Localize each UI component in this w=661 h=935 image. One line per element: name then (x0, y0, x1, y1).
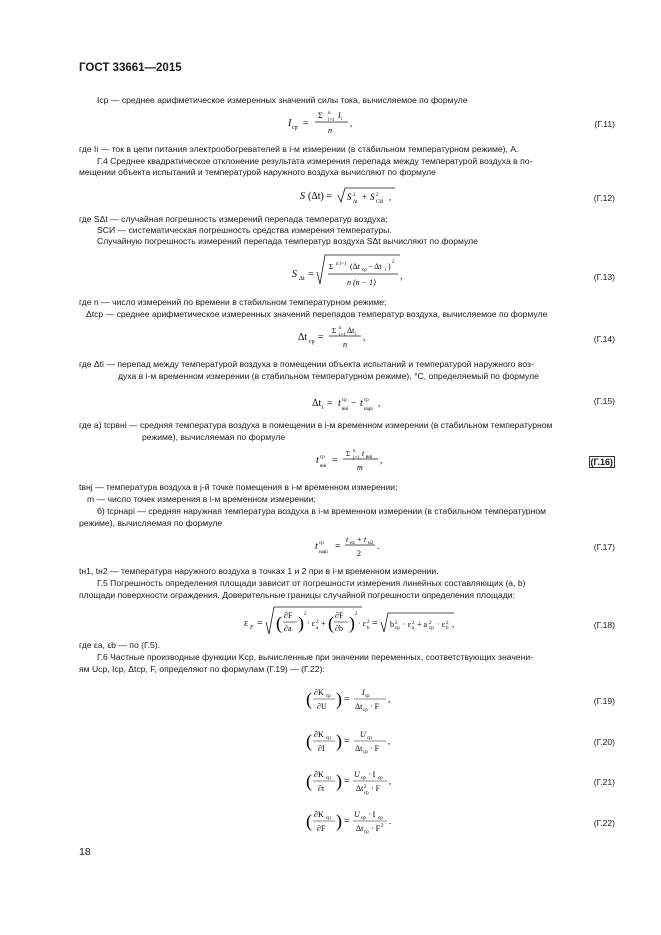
svg-text:i: i (322, 405, 324, 411)
svg-text:Δt: Δt (347, 326, 355, 335)
svg-text:ср: ср (361, 776, 366, 781)
svg-text:t: t (316, 455, 319, 466)
svg-text:∂K: ∂K (314, 688, 324, 697)
svg-text:n: n (343, 340, 347, 349)
svg-text:ср: ср (361, 816, 366, 821)
svg-text:U: U (354, 810, 360, 819)
text-line: ям Uср, Iср, Δtср, F, определяют по формулам (Г.19) — (Г.22): (79, 664, 325, 674)
svg-text:,: , (380, 455, 383, 465)
formula-g18 (244, 605, 459, 641)
svg-text:Δt: Δt (299, 276, 305, 282)
text-line: tвнj — температура воздуха в j-й точке помещения в i-м временном измерении; (79, 482, 398, 492)
svg-text:i=1: i=1 (339, 333, 346, 338)
svg-text:Δt: Δt (312, 398, 322, 409)
svg-text:Δt: Δt (356, 784, 364, 793)
svg-text:n (n − 1): n (n − 1) (347, 278, 376, 287)
svg-text:2: 2 (412, 621, 415, 626)
svg-text:∂F: ∂F (335, 611, 344, 620)
svg-text:S: S (370, 192, 375, 202)
svg-text:): ) (298, 613, 304, 633)
svg-text:=: = (372, 618, 378, 629)
svg-text:=: = (344, 816, 350, 827)
svg-text:,: , (388, 736, 391, 746)
svg-text:2: 2 (357, 549, 361, 558)
svg-text:i: i (385, 268, 387, 273)
svg-text:=: = (327, 398, 333, 409)
svg-text:нарi: нарi (319, 550, 328, 555)
equation-number: (Г.15) (593, 396, 615, 406)
svg-text:Δt: Δt (298, 332, 308, 343)
svg-text:∂b: ∂b (335, 624, 343, 633)
svg-text:+: + (321, 619, 326, 628)
svg-text:нарi: нарi (364, 407, 373, 412)
svg-text:m: m (357, 463, 363, 472)
svg-text:ср: ср (364, 398, 369, 403)
svg-text:· ε: · ε (437, 620, 446, 629)
svg-text:b: b (367, 626, 370, 631)
svg-text:ср: ср (342, 398, 347, 403)
text-line: Iср — среднее арифметическое измеренных значений силы тока, вычисляемое по формуле (97, 95, 468, 105)
svg-text:· ε: · ε (307, 619, 316, 628)
svg-text:=: = (318, 332, 324, 343)
svg-text:n i=1: n i=1 (336, 262, 347, 267)
svg-text:,: , (400, 271, 403, 281)
text-line: площади поверхности ограждения. Доверительные границы случайной погрешности определения площади: (79, 590, 515, 600)
svg-text:,: , (452, 619, 455, 629)
svg-text:∂F: ∂F (317, 824, 326, 833)
text-line: Г.6 Частные производные функции Kср, вычисленные при значении переменных, соответствующих значени- (97, 652, 533, 662)
svg-text:): ) (349, 613, 355, 633)
svg-text:· F: · F (370, 744, 380, 753)
svg-text:+: + (357, 535, 362, 544)
svg-text:· F: · F (371, 784, 381, 793)
svg-text:ср: ср (326, 776, 331, 781)
svg-text:=: = (344, 694, 350, 705)
text-line: Г.4 Среднее квадратическое отклонение результата измерения перепада между температурой воздуха в по- (97, 156, 533, 166)
svg-text:+: + (362, 192, 368, 202)
svg-text:∂K: ∂K (314, 730, 324, 739)
text-line: где а) tсрвнi — средняя температура воздуха в помещении в i-м временном измерении (в стабильном температурном (79, 420, 553, 430)
svg-text:=: = (344, 736, 350, 747)
formula-g12 (300, 185, 400, 207)
text-line: режиме), вычисляемая по формуле (142, 432, 286, 442)
svg-text:ср: ср (367, 736, 372, 741)
svg-text:): ) (388, 262, 391, 271)
svg-text:внi: внi (342, 407, 349, 412)
svg-text:· ε: · ε (358, 619, 367, 628)
equation-number: (Г.19) (593, 696, 615, 706)
svg-text:t: t (360, 398, 363, 409)
svg-text:S: S (347, 192, 352, 202)
equation-number: (Г.14) (593, 334, 615, 344)
svg-text:n: n (339, 326, 342, 331)
svg-text:+ a: + a (417, 620, 428, 629)
text-line: m — число точек измерения в i-м временном измерении; (87, 494, 316, 504)
svg-text:· F: · F (370, 702, 380, 711)
text-line: где Ii — ток в цепи питания электрообогревателей в i-м измерении (в стабильном температурном режиме), А. (79, 144, 519, 154)
svg-text:n: n (328, 111, 331, 116)
svg-text:СИ: СИ (376, 200, 383, 205)
formula-g17 (315, 531, 395, 561)
text-line: где Δti — перепад между температурой воздуха в помещении объекта испытаний и температурой наружного воз- (79, 359, 534, 369)
svg-text:Σ: Σ (318, 111, 323, 120)
svg-text:2: 2 (367, 620, 370, 625)
svg-text:F: F (250, 625, 254, 631)
svg-text:ср: ср (364, 791, 369, 796)
svg-text:2: 2 (395, 621, 398, 626)
svg-text:∂K: ∂K (314, 770, 324, 779)
svg-text:− Δt: − Δt (368, 262, 382, 271)
svg-text:i: i (341, 117, 343, 122)
svg-text:n: n (328, 126, 332, 135)
svg-text:2: 2 (353, 193, 356, 198)
svg-text:ср: ср (326, 694, 331, 699)
svg-text:i=1: i=1 (328, 118, 335, 123)
svg-text:(: ( (306, 811, 312, 831)
formula-g20 (306, 726, 396, 758)
svg-text:Δt: Δt (355, 744, 363, 753)
svg-text:,: , (350, 118, 353, 128)
svg-text:2: 2 (355, 612, 358, 617)
svg-text:U: U (354, 770, 360, 779)
svg-text:Σ: Σ (332, 327, 337, 335)
svg-text:=: = (335, 541, 341, 552)
svg-text:2: 2 (364, 785, 367, 790)
svg-text:∂K: ∂K (314, 810, 324, 819)
svg-text:I: I (362, 688, 365, 697)
svg-text:=: = (332, 455, 338, 466)
svg-text:.: . (389, 816, 392, 826)
svg-text:∂I: ∂I (318, 744, 325, 753)
equation-number-highlighted: (Г.16) (590, 457, 613, 467)
svg-text:н1: н1 (350, 541, 356, 546)
svg-text:2: 2 (392, 260, 395, 265)
svg-text:(: ( (306, 731, 312, 751)
svg-text:· F: · F (371, 824, 381, 833)
svg-text:a: a (316, 626, 319, 631)
text-line: где n — число измерений по времени в стабильном температурном режиме; (79, 297, 387, 307)
svg-text:ε: ε (244, 618, 249, 629)
svg-text:): ) (336, 811, 342, 831)
svg-text:,: , (389, 192, 392, 202)
text-line: SСИ — систематическая погрешность средства измерения температуры. (97, 225, 392, 235)
svg-text:· I: · I (368, 810, 376, 819)
svg-text:ср: ср (326, 816, 331, 821)
svg-text:n: n (353, 449, 356, 454)
svg-text:,: , (388, 694, 391, 704)
svg-text:−: − (351, 398, 357, 409)
text-line: Г.5 Погрешность определения площади зависит от погрешности измерения линейных составляющих (a, b) (97, 578, 526, 588)
svg-text:ср: ср (363, 708, 368, 713)
svg-text:2: 2 (304, 612, 307, 617)
svg-text:ср: ср (362, 268, 367, 273)
formula-g22 (306, 806, 396, 838)
svg-text:): ) (336, 771, 342, 791)
svg-text:2: 2 (446, 621, 449, 626)
svg-text:2: 2 (376, 193, 379, 198)
document-header: ГОСТ 33661—2015 (79, 62, 182, 74)
svg-text:t: t (338, 398, 341, 409)
svg-text:2: 2 (429, 621, 432, 626)
svg-text:S: S (300, 191, 305, 202)
text-line: Δtср — среднее арифметическое измеренных значений перепадов температур воздуха, вычисляемое по формуле (86, 309, 548, 319)
equation-number: (Г.17) (593, 542, 615, 552)
svg-text:н2: н2 (368, 541, 374, 546)
svg-text:,: , (363, 332, 366, 342)
svg-text:2: 2 (316, 620, 319, 625)
svg-text:ср: ср (378, 816, 383, 821)
formula-g13 (292, 252, 412, 292)
equation-number: (Г.21) (593, 777, 615, 787)
svg-text:· I: · I (368, 770, 376, 779)
svg-text:Σ: Σ (329, 263, 334, 271)
svg-text:ср: ср (292, 125, 298, 131)
svg-text:ср: ср (319, 541, 324, 546)
formula-g11 (288, 108, 378, 136)
equation-number: (Г.12) (593, 193, 615, 203)
svg-text:t: t (315, 541, 318, 552)
equation-number: (Г.20) (593, 737, 615, 747)
svg-text:ср: ср (363, 750, 368, 755)
svg-text:U: U (360, 730, 366, 739)
svg-text:(: ( (306, 689, 312, 709)
page-number: 18 (79, 846, 91, 858)
svg-text:t: t (362, 449, 365, 458)
svg-text:(: ( (328, 613, 334, 633)
svg-text:(Δt: (Δt (350, 262, 361, 271)
text-line: Случайную погрешность измерений перепада температур воздуха SΔt вычисляют по формуле (97, 236, 478, 246)
svg-text:Δt: Δt (353, 200, 358, 205)
svg-text:(: ( (276, 613, 282, 633)
svg-text:.: . (377, 541, 380, 551)
svg-text:∂F: ∂F (284, 611, 293, 620)
svg-text:i: i (355, 332, 357, 337)
formula-g15 (312, 390, 392, 414)
svg-text:∂a: ∂a (284, 624, 292, 633)
svg-text:S: S (292, 269, 297, 280)
svg-text:I: I (338, 111, 341, 120)
formula-g19 (306, 684, 396, 716)
svg-text:t: t (346, 535, 349, 544)
svg-text:(: ( (306, 771, 312, 791)
formula-g14 (298, 322, 378, 352)
svg-text:=: = (303, 118, 309, 129)
svg-text:ср: ср (395, 626, 400, 631)
equation-number: (Г.22) (593, 818, 615, 828)
equation-number: (Г.11) (594, 119, 615, 129)
svg-text:ср: ср (378, 776, 383, 781)
svg-text:ср: ср (326, 736, 331, 741)
svg-text:Δt: Δt (355, 702, 363, 711)
text-line: где εa, εb — по (Г.5). (79, 640, 160, 650)
svg-text:ср: ср (364, 830, 369, 835)
svg-text:t: t (364, 535, 367, 544)
text-line: tн1, tн2 — температура наружного воздуха в точках 1 и 2 при в i-м временном измерении. (79, 566, 439, 576)
svg-text:,: , (389, 776, 392, 786)
equation-number: (Г.18) (593, 620, 615, 630)
svg-text:ср: ср (365, 694, 370, 699)
svg-text:j=1: j=1 (353, 456, 360, 461)
svg-text:=: = (308, 269, 314, 280)
svg-text:b: b (446, 626, 449, 631)
text-line: где SΔt — случайная погрешность измерений перепада температур воздуха; (79, 214, 388, 224)
svg-text:ср: ср (320, 455, 325, 460)
text-line: мещении объекта испытаний и температурой наружного воздуха вычисляют по формуле (79, 167, 436, 177)
svg-text:внi: внi (320, 464, 327, 469)
equation-number: (Г.13) (593, 272, 615, 282)
svg-text:): ) (336, 689, 342, 709)
svg-text:=: = (257, 618, 263, 629)
svg-text:a: a (412, 626, 415, 631)
svg-text:=: = (344, 776, 350, 787)
svg-text:∂t: ∂t (318, 784, 325, 793)
svg-text:2: 2 (381, 824, 384, 829)
text-line: режиме), вычисляемая по формуле (79, 518, 223, 528)
text-line: б) tсрнарi — средняя наружная температура воздуха в i-м временном измерении (в стабильном температурном (97, 506, 547, 516)
svg-text:ср: ср (309, 339, 315, 345)
svg-text:,: , (378, 398, 381, 408)
svg-text:(Δt) =: (Δt) = (308, 191, 333, 202)
formula-g16 (316, 445, 396, 475)
svg-text:Δt: Δt (356, 824, 364, 833)
svg-text:b: b (390, 620, 394, 629)
formula-g21 (306, 766, 396, 798)
text-line: духа в i-м временном измерении (в стабильном температурном режиме), °С, определяемый по формуле (118, 371, 539, 381)
svg-text:ср: ср (429, 626, 434, 631)
svg-text:· ε: · ε (403, 620, 412, 629)
svg-text:∂U: ∂U (317, 702, 327, 711)
svg-text:): ) (336, 731, 342, 751)
svg-text:I: I (288, 118, 292, 129)
svg-text:Σ: Σ (346, 450, 351, 458)
svg-text:внj: внj (366, 455, 373, 460)
